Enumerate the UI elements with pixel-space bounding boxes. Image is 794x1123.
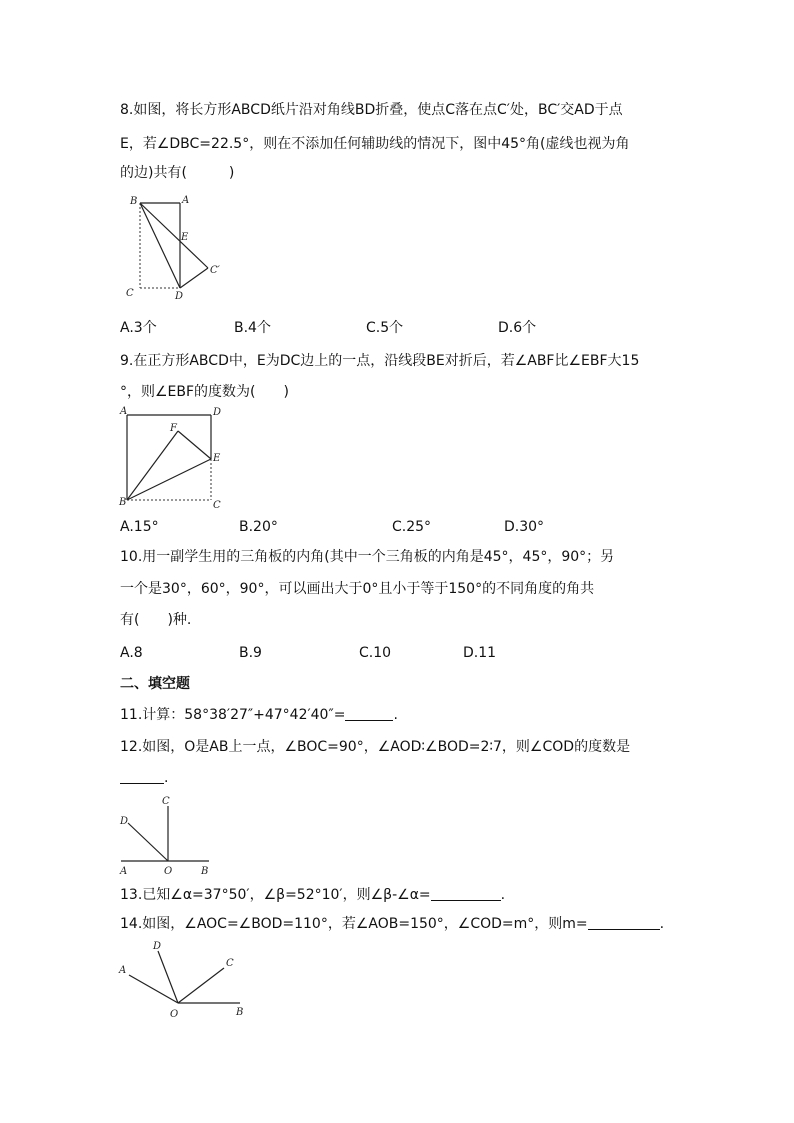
q14-answer-blank[interactable] [588,915,660,930]
q14-angle-figure [118,935,258,1025]
q9-label-f: F [170,423,177,434]
q11-line [120,706,398,724]
q8-label-e: E [181,232,189,243]
q9-label-c: C [213,500,221,511]
q14-label-o: O [170,1009,179,1020]
q9-square-fold-figure [118,404,233,514]
q8-label-a: A [182,195,190,206]
q12-text-line1: 12.如图，O是AB上一点，∠BOC=90°，∠AOD∶∠BOD=2∶7，则∠COD的度数是 [120,739,631,755]
q13-line [120,886,505,904]
q9-options [120,518,720,536]
q14-label-a: A [119,965,127,976]
q14-text: 14.如图，∠AOC=∠BOD=110°，若∠AOB=150°，∠COD=m°，则m= [120,916,588,932]
q9-label-e: E [213,453,221,464]
q14-label-c: C [226,958,234,969]
q14-end: . [659,916,665,932]
q13-text: 13.已知∠α=37°50′，∠β=52°10′，则∠β-∠α= [120,887,431,903]
q10-option-d[interactable]: D.11 [463,645,497,661]
q14-line [120,915,664,933]
q13-answer-blank[interactable] [431,886,501,901]
q10-options [120,644,720,662]
q8-label-c: C [126,288,134,299]
q9-text-line1: 9.在正方形ABCD中，E为DC边上的一点，沿线段BE对折后，若∠ABF比∠EBF大15 [120,353,640,369]
q8-option-d[interactable]: D.6个 [498,320,537,336]
q12-angle-figure [118,793,218,878]
q8-option-c[interactable]: C.5个 [366,320,404,336]
q8-rectangle-fold-figure [120,192,230,307]
q12-line2 [120,769,168,787]
q11-text: 11.计算：58°38′27″+47°42′40″= [120,707,346,723]
q10-text-line3: 有( )种. [120,612,192,628]
q10-option-a[interactable]: A.8 [120,645,143,661]
q10-option-c[interactable]: C.10 [359,645,392,661]
q8-label-c-prime: C′ [210,265,220,276]
q12-end: . [164,770,169,786]
q10-text-line2: 一个是30°，60°，90°，可以画出大于0°且小于等于150°的不同角度的角共 [120,581,595,597]
q12-label-c: C [162,796,170,807]
q10-option-b[interactable]: B.9 [239,645,262,661]
q12-answer-blank[interactable] [120,769,164,784]
q12-label-a: A [120,866,128,877]
q12-label-b: B [201,866,209,877]
q8-text-line3: 的边)共有( ) [120,165,235,181]
q8-label-b: B [130,196,138,207]
q12-label-o: O [164,866,173,877]
q12-label-d: D [120,816,129,827]
q10-text-line1: 10.用一副学生用的三角板的内角(其中一个三角板的内角是45°，45°，90°；另 [120,549,615,565]
q14-label-d: D [153,941,162,952]
q8-text-line1: 8.如图，将长方形ABCD纸片沿对角线BD折叠，使点C落在点C′处，BC′交AD于点 [120,102,623,118]
q8-text-line2: E，若∠DBC=22.5°，则在不添加任何辅助线的情况下，图中45°角(虚线也视为角 [120,136,630,152]
q9-label-b: B [119,497,127,508]
q9-option-d[interactable]: D.30° [504,519,545,535]
section-title-fill-in: 二、填空题 [120,676,190,692]
q13-end: . [500,887,506,903]
q11-end: . [393,707,398,723]
q9-label-d: D [213,407,222,418]
q8-label-d: D [175,291,184,302]
q9-option-a[interactable]: A.15° [120,519,159,535]
q9-option-c[interactable]: C.25° [392,519,432,535]
q8-options [120,319,720,337]
q9-text-line2: °，则∠EBF的度数为( ) [120,384,289,400]
q9-option-b[interactable]: B.20° [239,519,278,535]
q8-option-b[interactable]: B.4个 [234,320,271,336]
q8-option-a[interactable]: A.3个 [120,320,157,336]
q9-label-a: A [120,406,128,417]
q11-answer-blank[interactable] [345,706,393,721]
q14-label-b: B [236,1007,244,1018]
